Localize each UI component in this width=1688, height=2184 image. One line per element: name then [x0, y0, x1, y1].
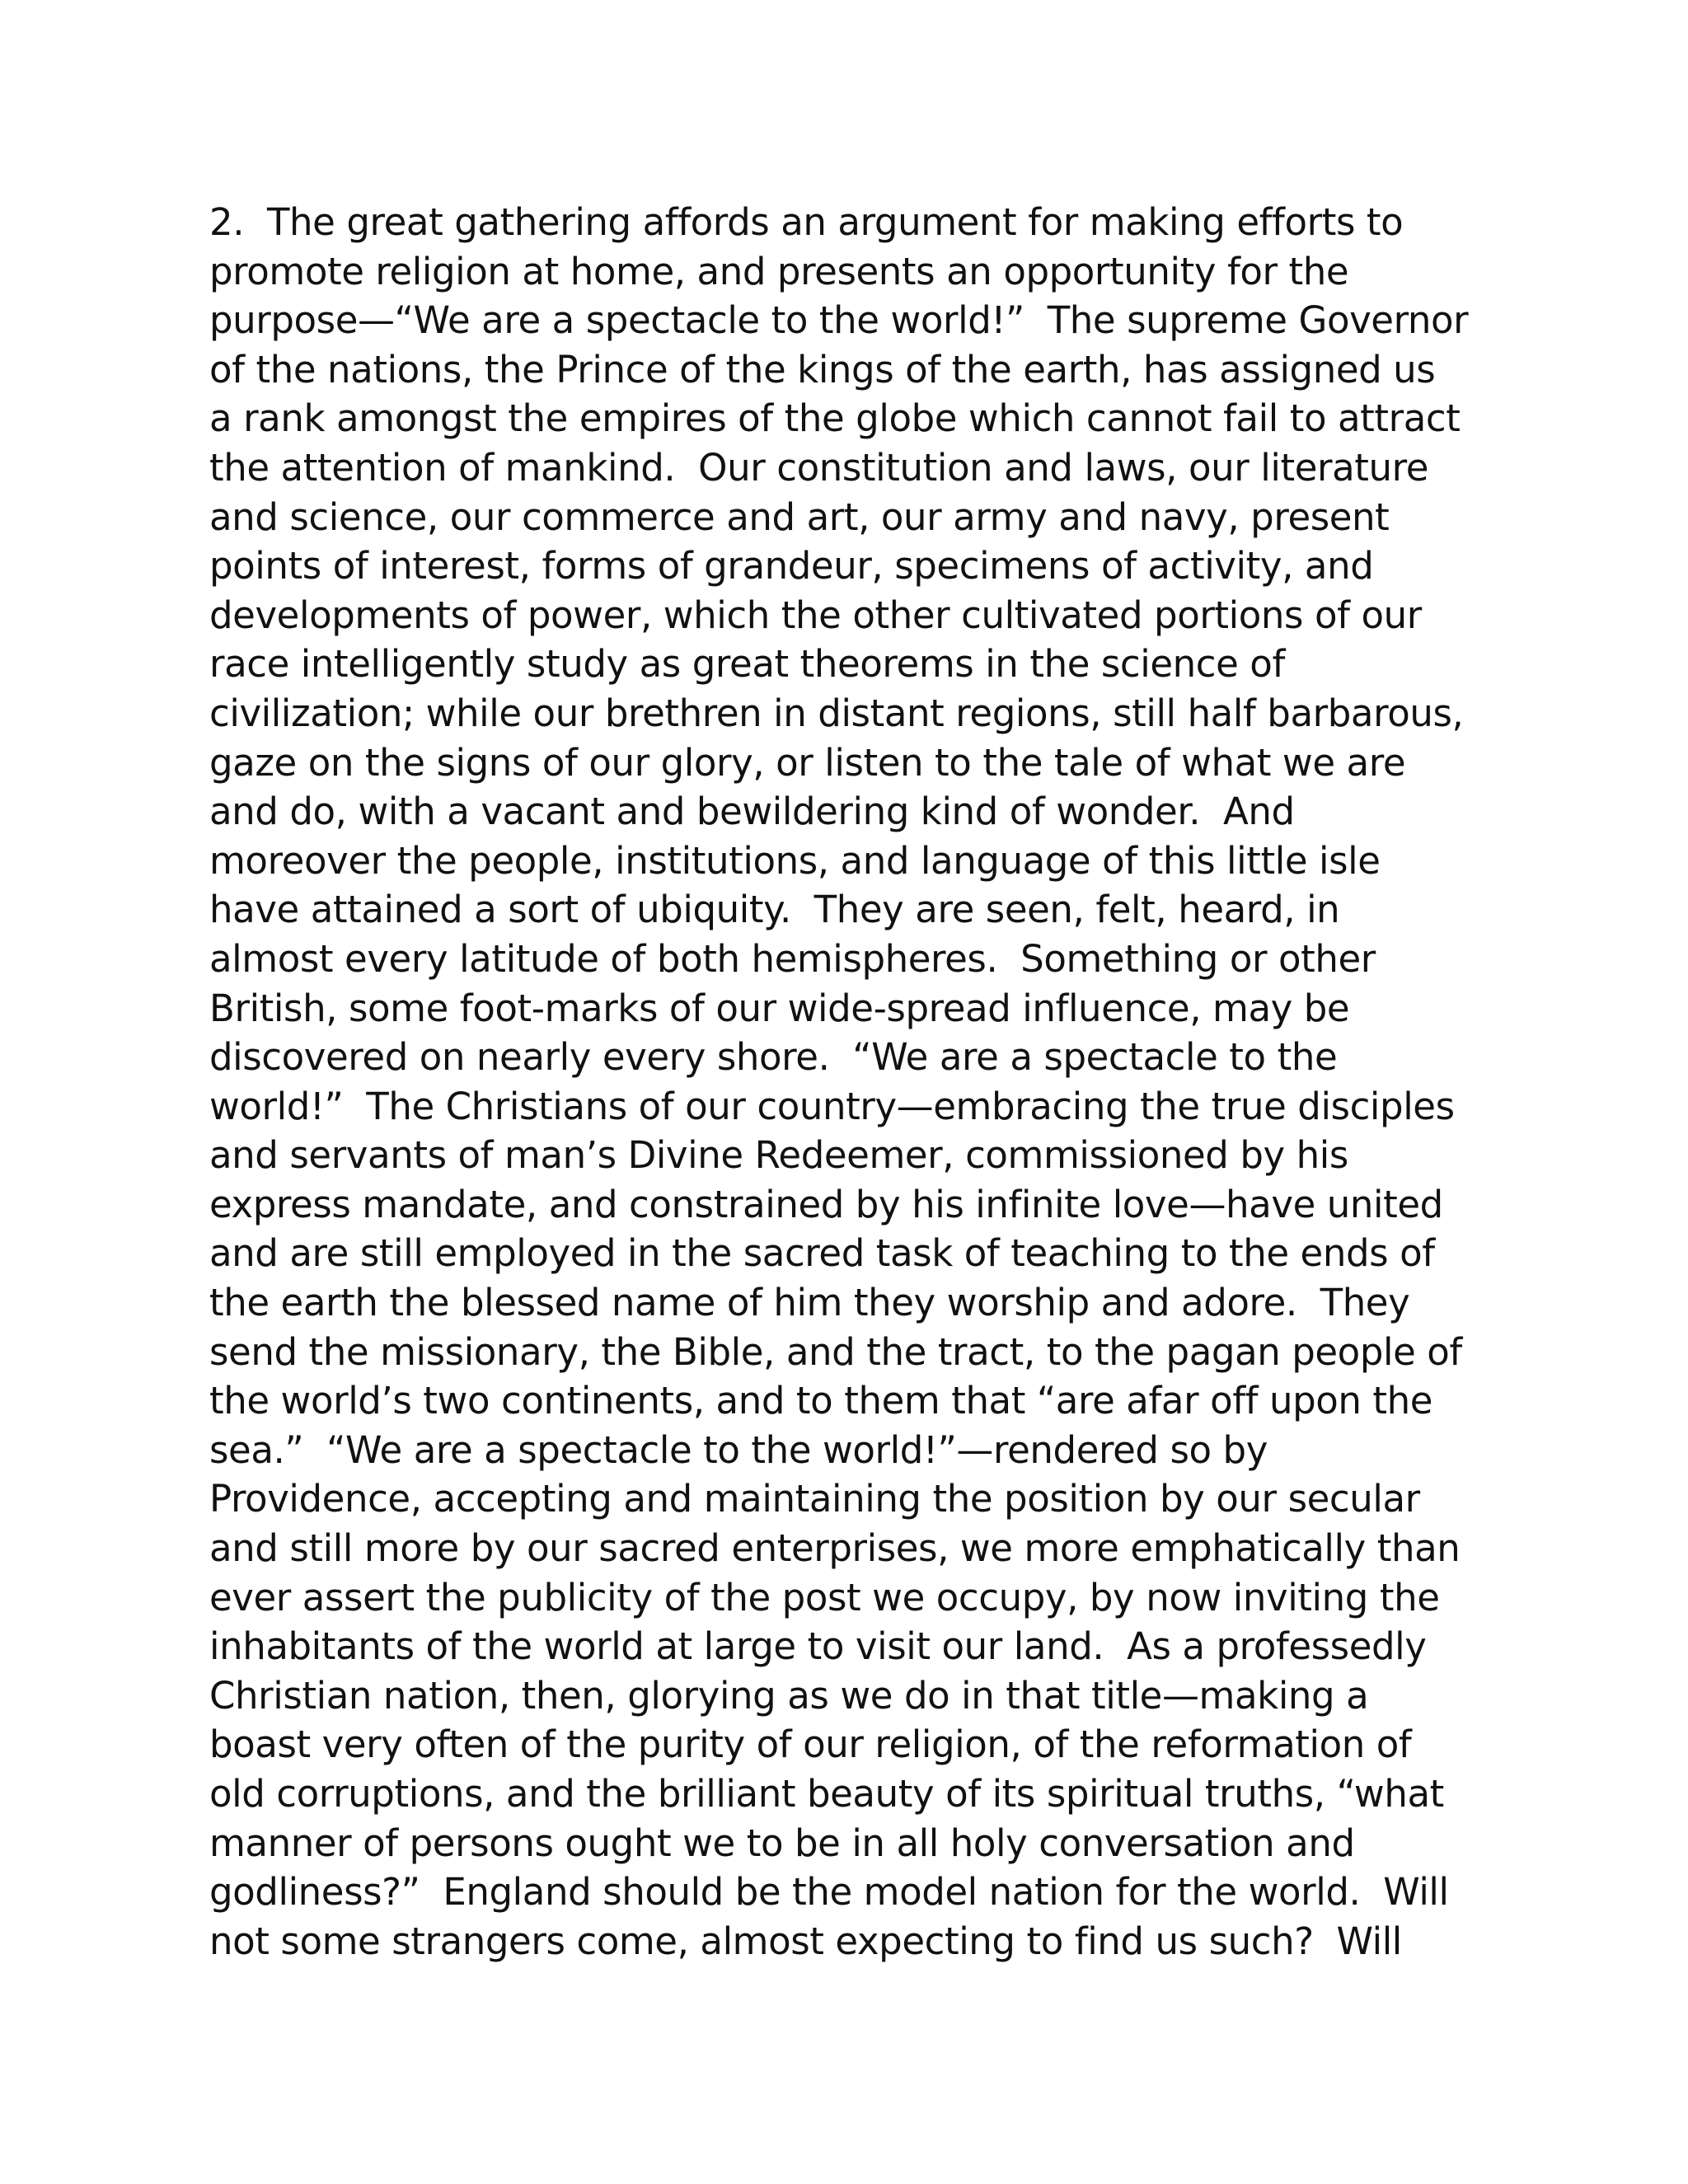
text-line: Providence, accepting and maintaining the position by our secular — [209, 1477, 1420, 1521]
text-line: British, some foot-marks of our wide-spread influence, may be — [209, 986, 1350, 1030]
text-line: godliness?” England should be the model nation for the world. Will — [209, 1870, 1449, 1915]
text-line: and servants of man’s Divine Redeemer, commissioned by his — [209, 1133, 1348, 1178]
text-line: Christian nation, then, glorying as we do in that title—making a — [209, 1673, 1369, 1718]
text-line: race intelligently study as great theorems in the science of — [209, 642, 1285, 687]
text-line: send the missionary, the Bible, and the tract, to the pagan people of — [209, 1329, 1462, 1374]
text-line: gaze on the signs of our glory, or listen to the tale of what we are — [209, 740, 1406, 785]
text-line: world!” The Christians of our country—embracing the true disciples — [209, 1084, 1455, 1128]
text-line: of the nations, the Prince of the kings of the earth, has assigned us — [209, 347, 1436, 391]
text-line: inhabitants of the world at large to visit our land. As a professedly — [209, 1624, 1427, 1669]
text-line: express mandate, and constrained by his infinite love—have united — [209, 1182, 1443, 1226]
text-line: promote religion at home, and presents an opportunity for the — [209, 249, 1349, 293]
text-line: points of interest, forms of grandeur, specimens of activity, and — [209, 544, 1374, 588]
text-line: and do, with a vacant and bewildering kind of wonder. And — [209, 790, 1295, 834]
text-line: developments of power, which the other cultivated portions of our — [209, 593, 1422, 637]
text-line: almost every latitude of both hemispheres. Something or other — [209, 936, 1376, 981]
text-line: discovered on nearly every shore. “We are a spectacle to the — [209, 1035, 1338, 1080]
text-line: civilization; while our brethren in distant regions, still half barbarous, — [209, 691, 1464, 735]
text-line: and still more by our sacred enterprises, we more emphatically than — [209, 1526, 1461, 1571]
text-line: ever assert the publicity of the post we occupy, by now inviting the — [209, 1575, 1440, 1619]
text-line: and science, our commerce and art, our army and navy, present — [209, 494, 1390, 539]
text-line: moreover the people, institutions, and language of this little isle — [209, 838, 1381, 883]
text-line: sea.” “We are a spectacle to the world!”—rendered so by — [209, 1427, 1268, 1472]
text-line: manner of persons ought we to be in all holy conversation and — [209, 1821, 1355, 1865]
text-line: the earth the blessed name of him they worship and adore. They — [209, 1281, 1410, 1325]
text-line: purpose—“We are a spectacle to the world!” The supreme Governor — [209, 298, 1469, 343]
text-line: boast very often of the purity of our religion, of the reformation of — [209, 1722, 1412, 1767]
text-line: and are still employed in the sacred task of teaching to the ends of — [209, 1231, 1435, 1276]
text-line: 2. The great gathering affords an argument for making efforts to — [209, 200, 1404, 244]
text-line: old corruptions, and the brilliant beauty of its spiritual truths, “what — [209, 1772, 1444, 1816]
text-line: the world’s two continents, and to them that “are afar off upon the — [209, 1379, 1433, 1423]
text-line: a rank amongst the empires of the globe which cannot fail to attract — [209, 396, 1461, 441]
text-line: have attained a sort of ubiquity. They are seen, felt, heard, in — [209, 888, 1340, 932]
text-line: not some strangers come, almost expecting to find us such? Will — [209, 1919, 1402, 1963]
body-paragraph — [209, 198, 1495, 1966]
text-line: the attention of mankind. Our constitution and laws, our literature — [209, 445, 1429, 490]
